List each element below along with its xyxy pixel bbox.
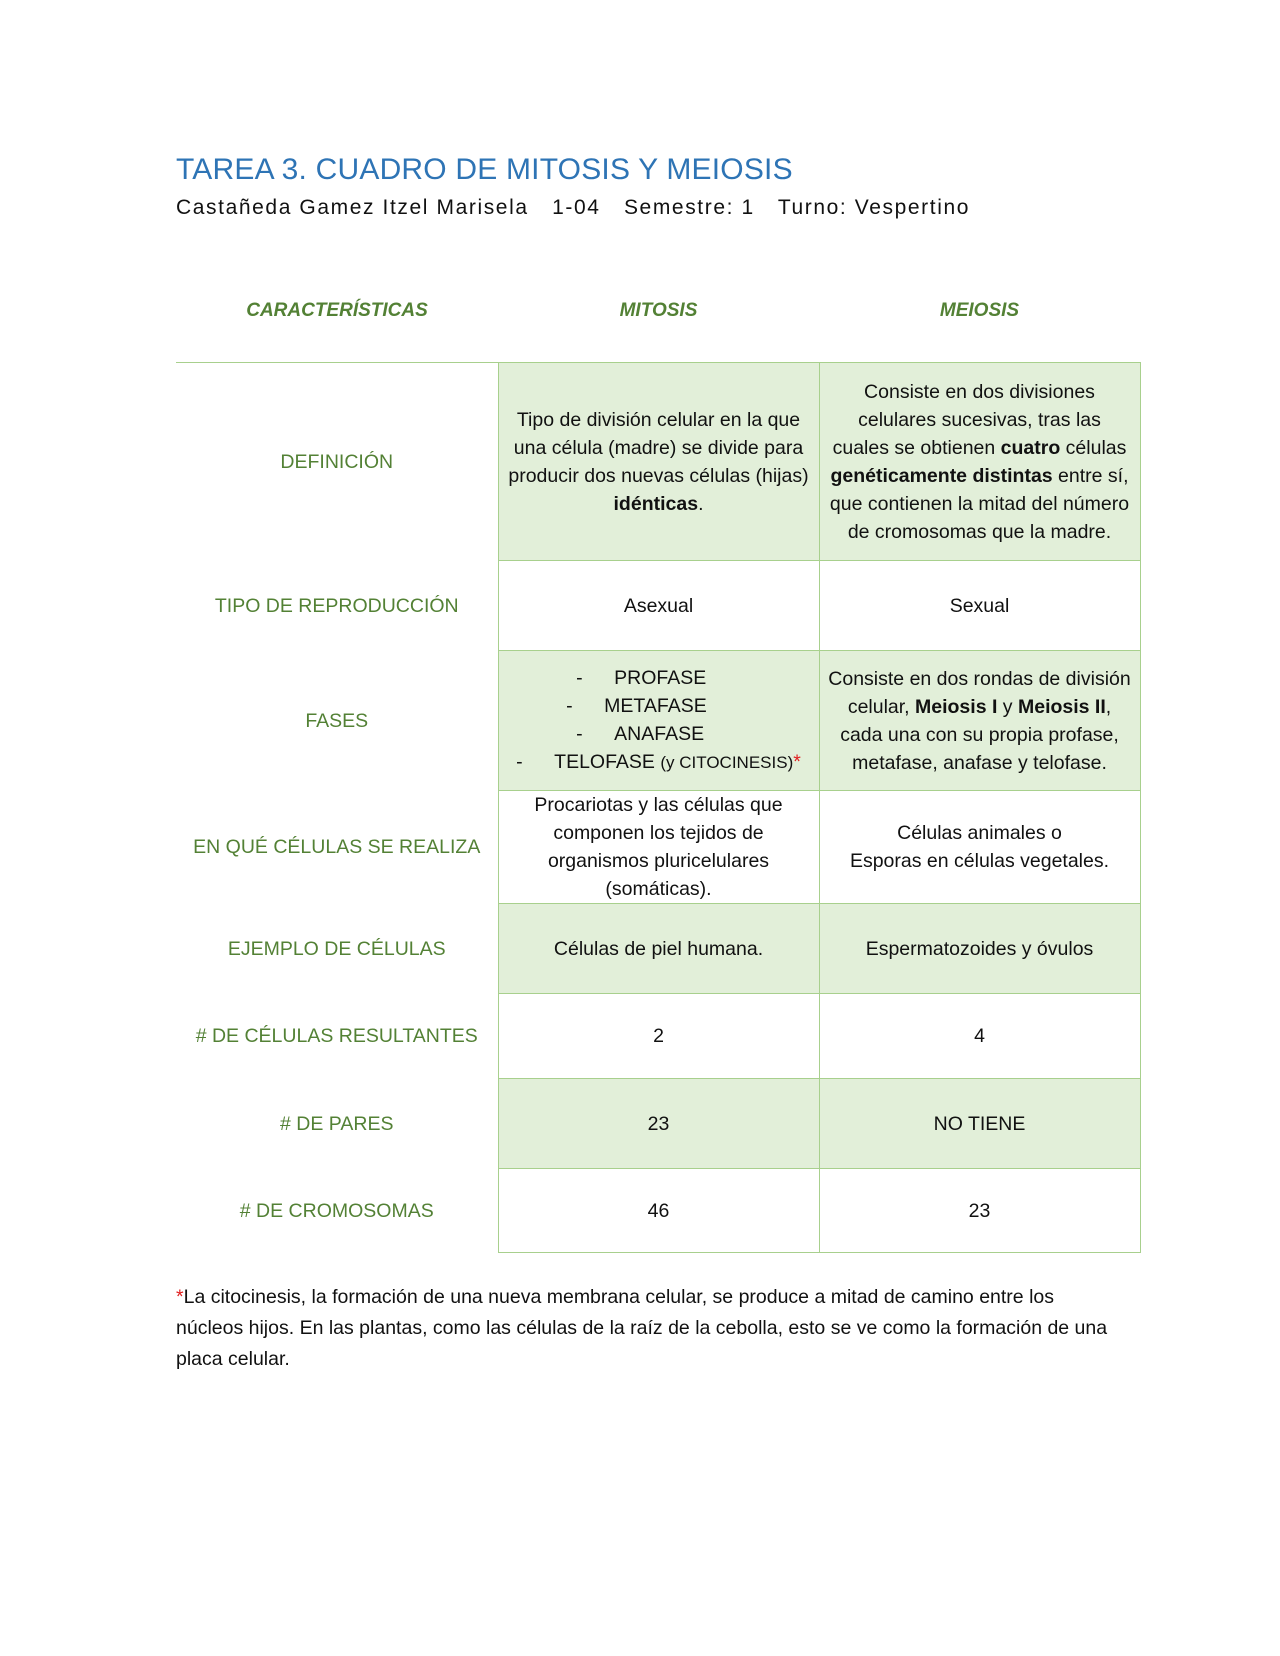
row-label: # DE PARES <box>280 1112 394 1135</box>
meiosis-reproduction: Sexual <box>819 561 1140 651</box>
table-row-cells <box>176 791 1140 904</box>
table-row-resulting <box>176 994 1140 1079</box>
row-label: EJEMPLO DE CÉLULAS <box>227 937 446 960</box>
header-mitosis: MITOSIS <box>498 260 819 363</box>
header-meiosis: MEIOSIS <box>819 260 1140 363</box>
mitosis-chromosomes: 46 <box>498 1169 819 1253</box>
table-row-reproduction <box>176 561 1140 651</box>
meiosis-phases: Consiste en dos rondas de división celular, Meiosis I y Meiosis II, cada una con su propia profase, metafase, anafase y telofase. <box>819 651 1140 791</box>
mitosis-resulting: 2 <box>498 994 819 1079</box>
student-info <box>176 194 1140 222</box>
table-row-definition <box>176 363 1140 561</box>
row-label: EN QUÉ CÉLULAS SE REALIZA <box>193 836 481 858</box>
mitosis-pairs: 23 <box>498 1079 819 1169</box>
table-row-example <box>176 904 1140 994</box>
meiosis-chromosomes: 23 <box>819 1169 1140 1253</box>
mitosis-definition: Tipo de división celular en la que una célula (madre) se divide para producir dos nuevas células (hijas) idénticas. <box>498 363 819 561</box>
row-label: DEFINICIÓN <box>280 450 394 473</box>
mitosis-reproduction: Asexual <box>498 561 819 651</box>
row-label: FASES <box>305 709 369 732</box>
comparison-table <box>176 260 1141 1253</box>
meiosis-definition: Consiste en dos divisiones celulares sucesivas, tras las cuales se obtienen cuatro células genéticamente distintas entre sí, que contienen la mitad del número de cromosomas que la madre. <box>819 363 1140 561</box>
student-name: Castañeda Gamez Itzel Marisela <box>176 196 529 219</box>
meiosis-example: Espermatozoides y óvulos <box>819 904 1140 994</box>
mitosis-example: Células de piel humana. <box>498 904 819 994</box>
meiosis-cells: Células animales o Esporas en células vegetales. <box>819 791 1140 904</box>
student-semester: Semestre: 1 <box>623 196 755 219</box>
header-characteristics: CARACTERÍSTICAS <box>176 260 498 363</box>
mitosis-phases <box>498 651 819 791</box>
meiosis-pairs: NO TIENE <box>819 1079 1140 1169</box>
footnote <box>176 1282 1116 1375</box>
row-label: # DE CÉLULAS RESULTANTES <box>195 1025 478 1047</box>
student-shift: Turno: Vespertino <box>777 196 971 219</box>
footnote-text: La citocinesis, la formación de una nueva membrana celular, se produce a mitad de camino entre los núcleos hijos. En las plantas, como las células de la raíz de la cebolla, esto se ve como la formación de una placa celular. <box>176 1285 1108 1370</box>
mitosis-cells: Procariotas y las células que componen los tejidos de organismos pluricelulares (somáticas). <box>498 791 819 904</box>
table-header-row <box>176 260 1140 363</box>
footnote-asterisk: * <box>176 1285 184 1308</box>
table-row-chromosomes <box>176 1169 1140 1253</box>
student-group: 1-04 <box>552 196 601 219</box>
document-page <box>176 150 1140 1370</box>
row-label: # DE CROMOSOMAS <box>239 1199 434 1222</box>
table-row-phases <box>176 651 1140 791</box>
phase-list: - PROFASE - METAFASE - ANAFASE - TELOFASE (y CITOCINESIS)* <box>516 667 801 773</box>
page-title: TAREA 3. CUADRO DE MITOSIS Y MEIOSIS <box>176 153 793 186</box>
table-row-pairs <box>176 1079 1140 1169</box>
meiosis-resulting: 4 <box>819 994 1140 1079</box>
row-label: TIPO DE REPRODUCCIÓN <box>214 594 459 617</box>
